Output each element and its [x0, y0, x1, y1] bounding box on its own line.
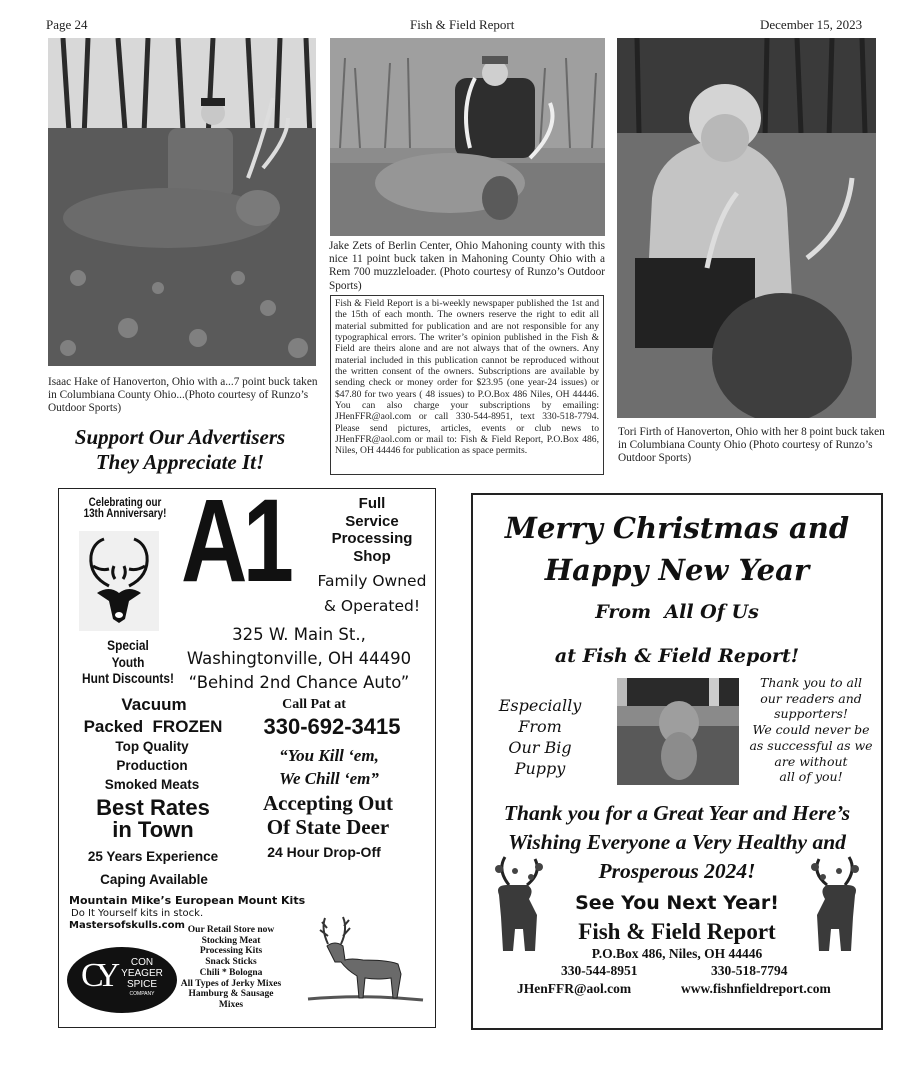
years-experience-text: 25 Years Experience — [87, 849, 219, 864]
retail-store-list: Our Retail Store now Stocking Meat Processing Kits Snack Sticks Chili * Bologna All Types of Jerky Mixes Hamburg & Sausage Mixes — [180, 925, 282, 1010]
phone-2[interactable]: 330-518-7794 — [711, 963, 788, 978]
youth-discounts-text: Special Youth Hunt Discounts! — [82, 637, 174, 686]
drop-off-text: 24 Hour Drop-Off — [267, 844, 381, 860]
shop-address: 325 W. Main St., Washingtonville, OH 44490 “Behind 2nd Chance Auto” — [186, 625, 412, 692]
hunter-with-buck-image — [48, 38, 316, 366]
call-pat-text: Call Pat at — [282, 697, 346, 712]
great-year-message: Thank you for a Great Year and Here’s Wishing Everyone a Very Healthy and Prosperous 2024! — [503, 801, 851, 883]
photo-caption-tori-firth: Tori Firth of Hanoverton, Ohio with her 8 point buck taken in Columbiana County Ohio (Photo courtesy of Runzo’s Outdoor Sports) — [618, 426, 885, 465]
family-owned-text: Family Owned & Operated! — [317, 572, 427, 615]
full-service-text: Full Service Processing Shop — [331, 495, 413, 565]
mountain-mike-text: Mountain Mike’s European Mount Kits — [69, 894, 306, 907]
email-link[interactable]: JHenFFR@aol.com — [517, 981, 632, 996]
issue-date: December 15, 2023 — [760, 17, 863, 32]
deer-head-logo-icon — [79, 531, 159, 631]
mailing-address: P.O.Box 486, Niles, OH 44446 — [591, 946, 763, 961]
smoked-meats-text: Top Quality Production Smoked Meats — [104, 739, 200, 792]
diy-kits-text: Do It Yourself kits in stock. — [71, 908, 204, 919]
publication-title: Fish & Field Report — [410, 17, 515, 32]
at-fish-field-text: at Fish & Field Report! — [554, 645, 800, 667]
best-rates-text: Best Rates in Town — [96, 795, 210, 842]
masters-of-skulls-link[interactable]: Mastersofskulls.com — [69, 920, 185, 931]
caping-text: Caping Available — [100, 872, 208, 887]
merry-christmas-heading: Merry Christmas and — [504, 511, 850, 545]
support-advertisers-banner — [40, 425, 320, 475]
support-line-2: They Appreciate It! — [95, 450, 265, 474]
a1-processing-ad — [58, 475, 436, 1028]
thank-readers-text: Thank you to all our readers and supporters! We could never be as successful as we are without all of you! — [749, 675, 873, 785]
phone-1[interactable]: 330-544-8951 — [561, 963, 638, 978]
hunter-with-buck-image — [617, 38, 876, 418]
photo-tori-firth — [617, 38, 876, 418]
photo-caption-jake-zets: Jake Zets of Berlin Center, Ohio Mahoning county with this nice 11 point buck taken in Mahoning County Ohio with a Rem 700 muzzleloader. (Photo courtesy of Runzo’s Outdoor Sports) — [329, 240, 605, 292]
packed-frozen-text: Packed FROZEN — [83, 717, 223, 736]
happy-new-year-heading: Happy New Year — [544, 553, 810, 587]
con-yeager-spice-logo: CY CON YEAGER SPICE COMPANY — [67, 947, 177, 1013]
christmas-greeting-ad — [471, 493, 883, 1030]
fish-field-report-name: Fish & Field Report — [578, 919, 776, 944]
from-all-of-us-text: From All Of Us — [595, 601, 759, 623]
photo-isaac-hake — [48, 38, 316, 366]
a1-logo: A1 — [181, 475, 290, 607]
accepting-out-of-state-text: Accepting Out Of State Deer — [262, 791, 394, 839]
anniversary-text: Celebrating our 13th Anniversary! — [83, 495, 167, 520]
kill-chill-slogan: “You Kill ‘em, We Chill ‘em” — [279, 746, 379, 788]
publication-info-box: Fish & Field Report is a bi-weekly newspaper published the 1st and the 15th of each month. The owners reserve the right to edit all material submitted for publication and are not responsible for any typographical errors. The writer’s opinion published in the Fish & Field are theirs alone and are not always that of the owners. Any material included in this publication cannot be reproduced without the written consent of the owners. Subscriptions are available by sending check or money order for $23.95 (one year-24 issues) or $47.80 for two years ( 48 issues) to P.O.Box 486 Niles, OH 44446. You can also charge your subscriptions by emailing: JHenFFR@aol.com or call 330-544-8951, text 330-518-7794. Please send pictures, articles, events or club news to JHenFFR@aol.com or mail to: Fish & Field Report, P.O.Box 486, Niles, OH 44446 for publication as space permits. — [330, 295, 604, 475]
hunter-with-buck-image — [330, 38, 605, 236]
page-number: Page 24 — [46, 17, 88, 32]
photo-caption-isaac-hake: Isaac Hake of Hanoverton, Ohio with a...7 point buck taken in Columbiana County Ohio...(Photo courtesy of Runzo’s Outdoor Sports) — [48, 376, 318, 415]
big-puppy-text: Especially From Our Big Puppy — [498, 696, 582, 778]
dog-photo — [617, 678, 739, 785]
standing-deer-icon — [303, 914, 428, 1009]
see-you-next-year-text: See You Next Year! — [575, 892, 779, 914]
support-line-1: Support Our Advertisers — [74, 425, 286, 449]
vacuum-text: Vacuum — [121, 695, 187, 714]
phone-number[interactable]: 330-692-3415 — [263, 714, 401, 739]
website-link[interactable]: www.fishnfieldreport.com — [681, 981, 831, 996]
photo-jake-zets — [330, 38, 605, 236]
